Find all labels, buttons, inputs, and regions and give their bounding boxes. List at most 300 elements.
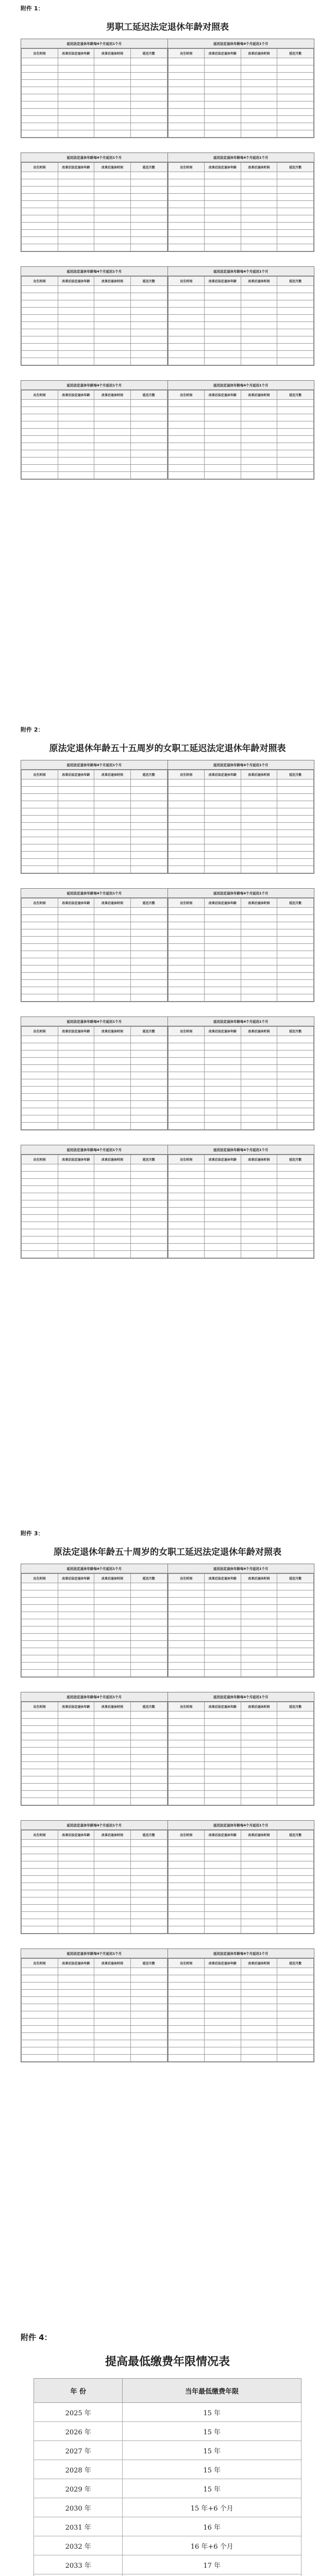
table-row — [22, 1634, 167, 1641]
table-cell — [58, 1869, 94, 1876]
table-cell — [168, 2033, 205, 2040]
table-cell — [94, 908, 131, 915]
table-cell — [22, 852, 58, 859]
column-header: 出生时间 — [168, 277, 205, 286]
table-cell — [130, 1619, 167, 1626]
table-cell — [22, 994, 58, 1002]
table-cell — [168, 794, 205, 801]
table-cell — [241, 1193, 277, 1200]
table-cell — [130, 1058, 167, 1065]
table-cell — [94, 172, 131, 179]
table-row — [22, 1583, 167, 1590]
table-cell — [22, 837, 58, 844]
table-cell — [22, 1769, 58, 1776]
table-cell — [130, 980, 167, 987]
table-row — [168, 1897, 314, 1905]
table-cell — [94, 980, 131, 987]
table-cell — [241, 1912, 277, 1919]
table-cell — [277, 2004, 314, 2011]
table-row — [168, 1733, 314, 1740]
table-cell — [277, 1726, 314, 1733]
table-row — [22, 407, 167, 414]
table-cell — [277, 1905, 314, 1912]
table-row — [22, 322, 167, 329]
table-row — [34, 2555, 301, 2574]
table-cell — [205, 958, 241, 965]
table-row — [168, 1755, 314, 1762]
column-header: 延迟月数 — [130, 899, 167, 908]
table-cell — [205, 1890, 241, 1897]
table-cell — [277, 1186, 314, 1193]
table-cell — [130, 1583, 167, 1590]
table-cell — [168, 223, 205, 230]
table-cell — [94, 2026, 131, 2033]
table-cell — [130, 1200, 167, 1208]
table-cell — [94, 1798, 131, 1805]
retirement-table-block — [21, 1948, 314, 2062]
table-row — [22, 465, 167, 472]
table-cell — [205, 109, 241, 116]
table-row — [22, 1883, 167, 1890]
table-cell — [205, 179, 241, 187]
table-cell — [22, 1244, 58, 1251]
retirement-grid — [168, 770, 314, 873]
column-header: 改革后法定退休年龄 — [205, 391, 241, 400]
table-cell — [22, 987, 58, 994]
table-cell — [168, 816, 205, 823]
retirement-table-block — [21, 39, 314, 138]
table-cell — [241, 1172, 277, 1179]
table-cell — [130, 1036, 167, 1043]
table-cell — [168, 308, 205, 315]
table-cell — [94, 1912, 131, 1919]
retirement-grid — [168, 898, 314, 1002]
table-cell — [205, 801, 241, 808]
column-header: 出生时间 — [22, 1027, 58, 1036]
table-cell — [22, 351, 58, 358]
table-cell — [168, 208, 205, 215]
column-header: 改革后退休时间 — [94, 391, 131, 400]
table-cell — [168, 1655, 205, 1663]
table-cell — [241, 1769, 277, 1776]
column-header: 改革后退休时间 — [241, 899, 277, 908]
table-cell — [58, 794, 94, 801]
table-cell — [241, 1648, 277, 1655]
table-cell — [58, 194, 94, 201]
column-header: 改革后法定退休年龄 — [58, 1702, 94, 1711]
table-cell — [22, 1619, 58, 1626]
table-cell — [168, 1791, 205, 1798]
table-cell — [94, 1236, 131, 1244]
table-cell — [22, 421, 58, 429]
section-title: 原法定退休年龄五十周岁的女职工延迟法定退休年龄对照表 — [54, 1547, 281, 1557]
table-row — [22, 1990, 167, 1997]
table-cell — [205, 244, 241, 251]
table-cell — [205, 2047, 241, 2055]
table-cell — [241, 1200, 277, 1208]
table-cell — [22, 1229, 58, 1236]
table-cell — [58, 2047, 94, 2055]
table-cell — [205, 344, 241, 351]
table-cell — [130, 300, 167, 308]
table-cell — [277, 101, 314, 109]
group-header: 延迟法定退休年龄每4个月延迟1个月 — [66, 1823, 122, 1827]
table-cell — [205, 1087, 241, 1094]
table-cell — [241, 830, 277, 837]
table-cell — [58, 816, 94, 823]
table-cell — [130, 866, 167, 873]
table-cell — [277, 130, 314, 138]
table-cell — [130, 293, 167, 300]
table-row — [22, 1236, 167, 1244]
table-cell — [168, 1912, 205, 1919]
table-cell — [130, 116, 167, 123]
group-header: 延迟法定退休年龄每4个月延迟1个月 — [167, 1692, 314, 1701]
table-cell — [277, 1087, 314, 1094]
table-cell — [58, 2011, 94, 2019]
table-cell — [22, 2040, 58, 2047]
table-row — [22, 80, 167, 87]
table-row — [168, 1982, 314, 1990]
table-cell — [168, 859, 205, 866]
table-cell — [22, 1990, 58, 1997]
table-cell — [94, 2055, 131, 2062]
table-cell — [205, 2026, 241, 2033]
table-cell — [277, 987, 314, 994]
table-blocks — [0, 760, 335, 1259]
table-cell — [94, 1193, 131, 1200]
table-cell — [241, 852, 277, 859]
table-cell — [58, 80, 94, 87]
table-cell — [22, 1079, 58, 1087]
table-cell — [205, 808, 241, 816]
table-cell — [130, 1641, 167, 1648]
table-cell — [168, 1890, 205, 1897]
table-row — [168, 837, 314, 844]
table-cell — [277, 1890, 314, 1897]
table-cell — [94, 816, 131, 823]
table-cell — [130, 436, 167, 443]
table-cell — [277, 308, 314, 315]
table-cell — [94, 1598, 131, 1605]
table-cell — [22, 1222, 58, 1229]
retirement-table-block — [21, 1564, 314, 1677]
min-years-cell: 16 年 — [123, 2517, 301, 2536]
table-cell — [58, 329, 94, 336]
column-header: 改革后退休时间 — [241, 770, 277, 779]
table-row — [22, 237, 167, 244]
table-cell — [241, 351, 277, 358]
table-cell — [205, 94, 241, 101]
table-cell — [130, 322, 167, 329]
table-cell — [168, 1726, 205, 1733]
table-cell — [168, 1990, 205, 1997]
table-cell — [130, 244, 167, 251]
table-row — [22, 1626, 167, 1634]
table-cell — [168, 101, 205, 109]
table-cell — [168, 2047, 205, 2055]
table-cell — [205, 1655, 241, 1663]
table-cell — [94, 2040, 131, 2047]
table-row — [168, 937, 314, 944]
table-cell — [241, 2004, 277, 2011]
table-cell — [94, 1990, 131, 1997]
table-cell — [241, 172, 277, 179]
column-header: 延迟月数 — [130, 49, 167, 58]
table-cell — [94, 2011, 131, 2019]
table-cell — [241, 1087, 277, 1094]
table-row — [22, 286, 167, 293]
table-cell — [58, 1776, 94, 1784]
table-cell — [241, 1101, 277, 1108]
table-row — [168, 116, 314, 123]
table-cell — [277, 2019, 314, 2026]
table-cell — [241, 1094, 277, 1101]
retirement-grid — [168, 1573, 314, 1677]
column-header: 改革后退休时间 — [94, 1155, 131, 1164]
table-cell — [241, 1762, 277, 1769]
table-row — [168, 1626, 314, 1634]
column-header: 出生时间 — [168, 163, 205, 172]
table-row — [22, 937, 167, 944]
table-cell — [22, 1663, 58, 1670]
table-row — [168, 1583, 314, 1590]
column-header: 改革后退休时间 — [241, 277, 277, 286]
table-row — [168, 1634, 314, 1641]
table-cell — [241, 94, 277, 101]
table-cell — [241, 421, 277, 429]
retirement-grid — [168, 162, 314, 251]
table-cell — [22, 223, 58, 230]
table-cell — [277, 358, 314, 365]
table-cell — [130, 80, 167, 87]
table-row — [168, 1798, 314, 1805]
table-cell — [241, 1975, 277, 1982]
table-cell — [130, 801, 167, 808]
table-row — [22, 1798, 167, 1805]
table-cell — [241, 1251, 277, 1258]
table-cell — [277, 179, 314, 187]
table-cell — [241, 1598, 277, 1605]
table-cell — [58, 1229, 94, 1236]
table-cell — [130, 1769, 167, 1776]
table-row — [168, 1670, 314, 1677]
table-cell — [58, 1968, 94, 1975]
table-cell — [168, 230, 205, 237]
column-header: 出生时间 — [168, 1702, 205, 1711]
column-header: 出生时间 — [22, 277, 58, 286]
table-cell — [94, 94, 131, 101]
column-header: 改革后退休时间 — [241, 391, 277, 400]
table-cell — [94, 1997, 131, 2004]
table-cell — [22, 130, 58, 138]
table-cell — [22, 1172, 58, 1179]
table-cell — [168, 1583, 205, 1590]
table-cell — [58, 315, 94, 322]
table-cell — [241, 230, 277, 237]
table-cell — [168, 1883, 205, 1890]
table-cell — [94, 237, 131, 244]
table-cell — [277, 1222, 314, 1229]
table-cell — [130, 1784, 167, 1791]
table-row — [34, 2498, 301, 2517]
table-cell — [241, 1612, 277, 1619]
table-cell — [277, 808, 314, 816]
table-cell — [22, 830, 58, 837]
column-header: 出生时间 — [22, 391, 58, 400]
table-cell — [241, 844, 277, 852]
table-cell — [205, 1612, 241, 1619]
table-row — [22, 1876, 167, 1883]
table-cell — [130, 1655, 167, 1663]
table-cell — [130, 1072, 167, 1079]
table-cell — [94, 915, 131, 922]
table-cell — [130, 987, 167, 994]
group-header: 延迟法定退休年龄每4个月延迟1个月 — [66, 156, 122, 160]
table-cell — [58, 929, 94, 937]
table-cell — [205, 465, 241, 472]
table-cell — [241, 244, 277, 251]
table-cell — [22, 344, 58, 351]
table-cell — [241, 1711, 277, 1719]
table-cell — [205, 987, 241, 994]
table-cell — [94, 358, 131, 365]
table-cell — [205, 1670, 241, 1677]
table-cell — [58, 973, 94, 980]
table-cell — [58, 1065, 94, 1072]
table-cell — [168, 922, 205, 929]
table-row — [168, 187, 314, 194]
table-cell — [241, 1897, 277, 1905]
table-cell — [241, 65, 277, 73]
table-cell — [94, 1050, 131, 1058]
table-row — [22, 794, 167, 801]
column-header: 延迟月数 — [130, 277, 167, 286]
table-row — [22, 951, 167, 958]
table-cell — [241, 2026, 277, 2033]
table-cell — [94, 929, 131, 937]
table-cell — [130, 286, 167, 293]
table-cell — [241, 1036, 277, 1043]
table-cell — [58, 1861, 94, 1869]
table-cell — [58, 1101, 94, 1108]
table-cell — [130, 400, 167, 407]
table-cell — [241, 1164, 277, 1172]
table-cell — [58, 465, 94, 472]
table-cell — [22, 1200, 58, 1208]
table-cell — [94, 2019, 131, 2026]
table-row — [22, 472, 167, 479]
table-row — [168, 1115, 314, 1123]
table-cell — [22, 414, 58, 421]
table-cell — [205, 1861, 241, 1869]
table-row — [22, 1975, 167, 1982]
table-cell — [22, 457, 58, 465]
table-cell — [205, 187, 241, 194]
table-cell — [205, 1982, 241, 1990]
table-cell — [168, 1079, 205, 1087]
block-header — [21, 760, 314, 770]
table-cell — [205, 223, 241, 230]
table-row — [22, 994, 167, 1002]
column-header: 改革后法定退休年龄 — [205, 1831, 241, 1840]
table-cell — [94, 1043, 131, 1050]
table-cell — [205, 1186, 241, 1193]
group-header: 延迟法定退休年龄每4个月延迟1个月 — [167, 889, 314, 897]
table-cell — [94, 116, 131, 123]
table-cell — [94, 80, 131, 87]
table-cell — [130, 816, 167, 823]
table-cell — [205, 1726, 241, 1733]
table-cell — [94, 1784, 131, 1791]
table-row — [22, 1854, 167, 1861]
table-cell — [241, 293, 277, 300]
table-cell — [94, 109, 131, 116]
column-header: 延迟月数 — [277, 1959, 314, 1968]
table-cell — [22, 1050, 58, 1058]
column-header: 出生时间 — [168, 1027, 205, 1036]
table-cell — [130, 1876, 167, 1883]
table-cell — [130, 1890, 167, 1897]
table-cell — [94, 421, 131, 429]
table-cell — [94, 1626, 131, 1634]
table-cell — [168, 187, 205, 194]
block-header — [21, 381, 314, 390]
table-cell — [277, 58, 314, 65]
table-cell — [94, 787, 131, 794]
table-cell — [94, 1776, 131, 1784]
table-cell — [205, 823, 241, 830]
table-row — [168, 1065, 314, 1072]
table-cell — [94, 844, 131, 852]
table-cell — [58, 837, 94, 844]
table-cell — [168, 915, 205, 922]
table-cell — [22, 1883, 58, 1890]
table-row — [22, 852, 167, 859]
table-cell — [168, 944, 205, 951]
table-row — [22, 2019, 167, 2026]
column-header: 改革后退休时间 — [241, 1027, 277, 1036]
table-cell — [241, 1179, 277, 1186]
table-cell — [130, 1733, 167, 1740]
table-cell — [168, 1208, 205, 1215]
table-cell — [58, 201, 94, 208]
table-cell — [241, 915, 277, 922]
table-row — [168, 973, 314, 980]
column-header: 改革后退休时间 — [241, 1155, 277, 1164]
retirement-grid — [168, 1958, 314, 2062]
table-row — [22, 1208, 167, 1215]
table-cell — [241, 973, 277, 980]
table-cell — [205, 2055, 241, 2062]
table-cell — [22, 179, 58, 187]
table-cell — [277, 787, 314, 794]
table-cell — [277, 187, 314, 194]
table-row — [168, 1748, 314, 1755]
table-row — [168, 866, 314, 873]
table-cell — [205, 351, 241, 358]
table-cell — [22, 472, 58, 479]
table-cell — [58, 787, 94, 794]
table-row — [22, 1861, 167, 1869]
table-cell — [58, 65, 94, 73]
table-cell — [241, 1926, 277, 1934]
table-cell — [94, 65, 131, 73]
table-cell — [22, 816, 58, 823]
table-cell — [94, 1897, 131, 1905]
group-header: 延迟法定退休年龄每4个月延迟1个月 — [167, 381, 314, 389]
table-cell — [22, 1648, 58, 1655]
